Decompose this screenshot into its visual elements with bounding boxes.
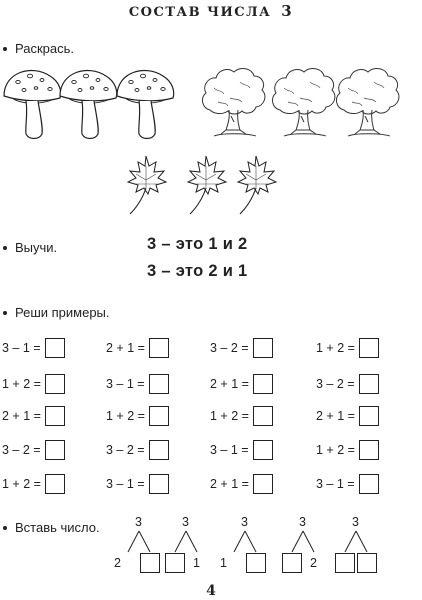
leaf-icon	[238, 156, 276, 214]
decomp-top-number: 3	[135, 515, 142, 529]
tree-icon	[203, 69, 265, 136]
title-number: 3	[281, 2, 294, 20]
example-item	[316, 439, 379, 461]
mushroom-icon	[60, 70, 117, 138]
answer-box[interactable]	[253, 374, 273, 394]
example-item	[2, 473, 65, 495]
learn-line-2: 3 – это 2 и 1	[147, 262, 248, 280]
answer-box[interactable]	[253, 440, 273, 460]
example-text: 3 – 2 =	[106, 443, 145, 457]
answer-box[interactable]	[149, 474, 169, 494]
task-learn	[0, 240, 57, 255]
answer-box[interactable]	[45, 440, 65, 460]
title-text: СОСТАВ ЧИСЛА	[128, 5, 272, 20]
example-text: 3 – 1 =	[2, 341, 41, 355]
example-item	[210, 405, 273, 427]
leaves-group	[120, 152, 290, 220]
decomp-top-number: 3	[182, 515, 189, 529]
task-color	[0, 41, 74, 56]
decomp-branches	[166, 531, 206, 555]
answer-box[interactable]	[253, 474, 273, 494]
tree-icon	[337, 69, 399, 136]
leaf-icon	[188, 156, 226, 214]
trees-group	[200, 64, 415, 142]
answer-box[interactable]	[45, 374, 65, 394]
decomp-left-box[interactable]	[335, 553, 355, 573]
example-item	[106, 439, 169, 461]
example-text: 1 + 2 =	[316, 341, 355, 355]
learn-line-1: 3 – это 1 и 2	[147, 235, 248, 253]
bullet-icon	[3, 311, 7, 315]
decomp-left-number: 2	[114, 556, 121, 570]
bullet-icon	[3, 526, 7, 530]
answer-box[interactable]	[359, 406, 379, 426]
page-number: 4	[206, 583, 216, 599]
example-text: 3 – 2 =	[210, 341, 249, 355]
task-solve	[0, 305, 110, 320]
decomp-branches	[119, 531, 159, 555]
example-text: 1 + 2 =	[2, 477, 41, 491]
decomp-right-box[interactable]	[246, 553, 266, 573]
answer-box[interactable]	[253, 406, 273, 426]
answer-box[interactable]	[45, 406, 65, 426]
example-text: 3 – 1 =	[210, 443, 249, 457]
answer-box[interactable]	[45, 338, 65, 358]
example-text: 3 – 1 =	[106, 377, 145, 391]
example-text: 3 – 2 =	[316, 377, 355, 391]
bullet-icon	[3, 246, 7, 250]
answer-box[interactable]	[149, 406, 169, 426]
decomp-right-number: 1	[193, 556, 200, 570]
decomp-left-box[interactable]	[165, 553, 185, 573]
answer-box[interactable]	[359, 374, 379, 394]
example-item	[210, 439, 273, 461]
example-item	[210, 337, 273, 359]
example-text: 1 + 2 =	[316, 443, 355, 457]
example-item	[2, 337, 65, 359]
task-insert-label: Вставь число.	[15, 520, 100, 535]
example-item	[316, 373, 379, 395]
answer-box[interactable]	[253, 338, 273, 358]
decomp-top-number: 3	[352, 515, 359, 529]
tree-icon	[273, 69, 335, 136]
example-text: 1 + 2 =	[210, 409, 249, 423]
example-item	[316, 473, 379, 495]
decomp-right-number: 2	[310, 556, 317, 570]
example-item	[210, 473, 273, 495]
decomp-left-number: 1	[220, 556, 227, 570]
answer-box[interactable]	[359, 440, 379, 460]
answer-box[interactable]	[359, 338, 379, 358]
task-solve-label: Реши примеры.	[15, 305, 110, 320]
example-text: 2 + 1 =	[210, 477, 249, 491]
task-color-label: Раскрась.	[15, 41, 75, 56]
example-item	[106, 337, 169, 359]
task-learn-label: Выучи.	[15, 240, 58, 255]
leaf-icon	[128, 156, 166, 214]
answer-box[interactable]	[45, 474, 65, 494]
decomp-top-number: 3	[299, 515, 306, 529]
example-text: 1 + 2 =	[2, 377, 41, 391]
mushrooms-group	[0, 62, 190, 142]
answer-box[interactable]	[149, 440, 169, 460]
example-item	[316, 405, 379, 427]
example-text: 3 – 2 =	[2, 443, 41, 457]
decomp-right-box[interactable]	[140, 553, 160, 573]
decomp-branches	[225, 531, 265, 555]
answer-box[interactable]	[149, 338, 169, 358]
example-item	[2, 373, 65, 395]
task-insert	[0, 520, 100, 535]
decomp-left-box[interactable]	[282, 553, 302, 573]
example-item	[2, 405, 65, 427]
example-text: 2 + 1 =	[316, 409, 355, 423]
mushroom-icon	[117, 70, 174, 138]
example-item	[106, 473, 169, 495]
example-item	[106, 373, 169, 395]
example-text: 1 + 2 =	[106, 409, 145, 423]
example-text: 2 + 1 =	[2, 409, 41, 423]
example-item	[316, 337, 379, 359]
example-text: 2 + 1 =	[106, 341, 145, 355]
example-item	[2, 439, 65, 461]
page-title	[0, 2, 422, 20]
decomp-top-number: 3	[241, 515, 248, 529]
example-text: 3 – 1 =	[106, 477, 145, 491]
decomp-right-box[interactable]	[357, 553, 377, 573]
bullet-icon	[3, 47, 7, 51]
example-item	[210, 373, 273, 395]
answer-box[interactable]	[149, 374, 169, 394]
decomp-branches	[283, 531, 323, 555]
answer-box[interactable]	[359, 474, 379, 494]
example-text: 3 – 1 =	[316, 477, 355, 491]
example-text: 2 + 1 =	[210, 377, 249, 391]
decomp-branches	[336, 531, 376, 555]
mushroom-icon	[4, 70, 61, 138]
example-item	[106, 405, 169, 427]
